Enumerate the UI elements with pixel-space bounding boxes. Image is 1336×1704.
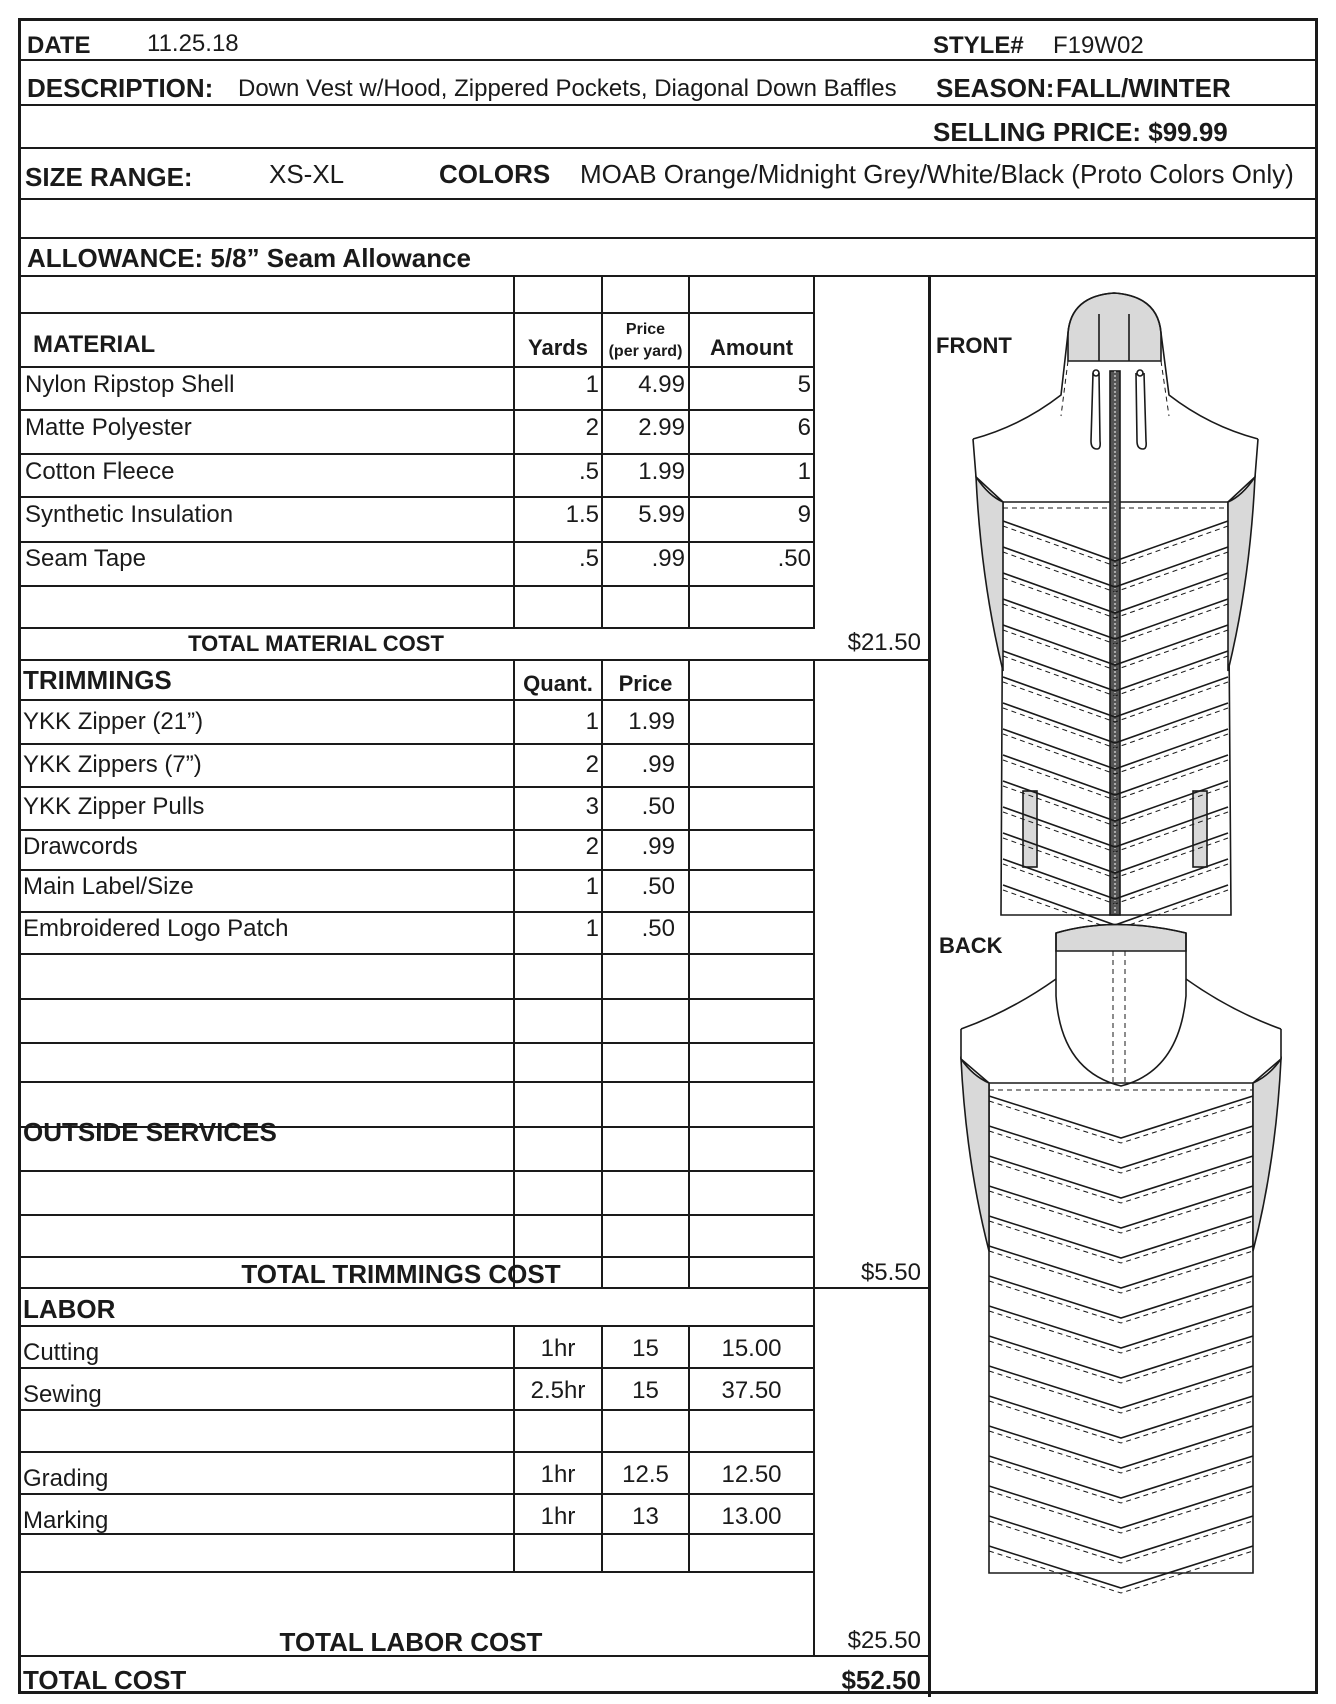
back-baffle-seam xyxy=(989,1156,1253,1198)
selling-price: SELLING PRICE: $99.99 xyxy=(933,117,1228,147)
size-range-value: XS-XL xyxy=(269,159,345,189)
material-yards: .5 xyxy=(578,458,599,485)
back-vest-sketch xyxy=(21,21,1321,1697)
trimming-name: Embroidered Logo Patch xyxy=(23,915,289,942)
trimming-price: .50 xyxy=(641,793,675,820)
total-cost-value: $52.50 xyxy=(841,1665,921,1695)
back-baffle-seam xyxy=(989,1096,1253,1138)
outside-services-heading: OUTSIDE SERVICES xyxy=(23,1117,277,1147)
material-amount: 5 xyxy=(797,371,811,398)
style-label: STYLE# xyxy=(933,32,1024,59)
date-label: DATE xyxy=(27,32,91,59)
trimming-price: .50 xyxy=(641,915,675,942)
trimming-price: 1.99 xyxy=(628,708,675,735)
amount-col-header: Amount xyxy=(709,335,794,360)
back-baffle-seam xyxy=(989,1216,1253,1258)
labor-name: Marking xyxy=(23,1507,109,1534)
back-baffle-seam xyxy=(989,1306,1253,1348)
labor-time: 1hr xyxy=(540,1503,576,1530)
back-baffle-seam xyxy=(989,1126,1253,1168)
back-baffle-seam-stitch xyxy=(989,1101,1253,1143)
material-price: 5.99 xyxy=(638,501,685,528)
material-name: Matte Polyester xyxy=(25,414,192,441)
trimming-price: .99 xyxy=(641,833,675,860)
allowance-note: ALLOWANCE: 5/8” Seam Allowance xyxy=(27,243,472,273)
trimming-quant: 1 xyxy=(585,915,599,942)
back-baffle-seam xyxy=(989,1426,1253,1468)
material-price: .99 xyxy=(651,545,685,572)
back-baffle-seam xyxy=(989,1516,1253,1558)
labor-time: 2.5hr xyxy=(530,1377,586,1404)
colors-value: MOAB Orange/Midnight Grey/White/Black (Proto Colors Only) xyxy=(580,159,1294,189)
trimmings-heading: TRIMMINGS xyxy=(23,665,172,695)
total-labor-value: $25.50 xyxy=(847,1627,921,1654)
back-baffle-seam xyxy=(989,1186,1253,1228)
total-cost-label: TOTAL COST xyxy=(23,1665,187,1695)
season-value: FALL/WINTER xyxy=(1056,73,1231,103)
trimming-name: YKK Zippers (7”) xyxy=(23,751,202,778)
material-price: 4.99 xyxy=(638,371,685,398)
total-material-value: $21.50 xyxy=(847,629,921,656)
trimming-quant: 3 xyxy=(585,793,599,820)
trimming-name: YKK Zipper (21”) xyxy=(23,708,204,735)
quant-col-header: Quant. xyxy=(523,671,593,696)
labor-rate: 13 xyxy=(632,1503,659,1530)
total-trimmings-label: TOTAL TRIMMINGS COST xyxy=(241,1259,561,1289)
labor-amount: 15.00 xyxy=(721,1335,782,1362)
trimming-price: .99 xyxy=(641,751,675,778)
yards-col-header: Yards xyxy=(528,335,588,360)
costing-sheet xyxy=(18,18,1318,1694)
description-label: DESCRIPTION: xyxy=(27,73,214,103)
labor-heading: LABOR xyxy=(23,1294,116,1324)
front-label: FRONT xyxy=(936,333,1012,358)
labor-time: 1hr xyxy=(540,1461,576,1488)
labor-amount: 12.50 xyxy=(721,1461,782,1488)
material-price: 1.99 xyxy=(638,458,685,485)
material-yards: 2 xyxy=(585,414,599,441)
back-baffle-seam xyxy=(989,1396,1253,1438)
material-price: 2.99 xyxy=(638,414,685,441)
back-baffle-seam xyxy=(989,1546,1253,1588)
labor-amount: 37.50 xyxy=(721,1377,782,1404)
trimming-quant: 1 xyxy=(585,873,599,900)
trimming-quant: 2 xyxy=(585,833,599,860)
material-amount: 6 xyxy=(797,414,811,441)
labor-rate: 12.5 xyxy=(622,1461,669,1488)
back-baffle-seam xyxy=(989,1276,1253,1318)
material-yards: 1.5 xyxy=(565,501,599,528)
trimming-price: .50 xyxy=(641,873,675,900)
labor-name: Sewing xyxy=(23,1381,102,1408)
trimming-name: Drawcords xyxy=(23,833,138,860)
back-baffle-seam xyxy=(989,1486,1253,1528)
total-material-label: TOTAL MATERIAL COST xyxy=(188,631,444,656)
material-amount: 1 xyxy=(797,458,811,485)
labor-name: Cutting xyxy=(23,1339,100,1366)
back-baffle-seam xyxy=(989,1336,1253,1378)
season-label: SEASON: xyxy=(936,73,1055,103)
colors-label: COLORS xyxy=(439,159,551,189)
total-trimmings-value: $5.50 xyxy=(860,1259,921,1286)
labor-rate: 15 xyxy=(632,1335,659,1362)
material-heading: MATERIAL xyxy=(33,331,156,358)
material-amount: .50 xyxy=(777,545,811,572)
material-name: Synthetic Insulation xyxy=(25,501,234,528)
total-labor-label: TOTAL LABOR COST xyxy=(279,1627,543,1657)
labor-name: Grading xyxy=(23,1465,109,1492)
back-baffle-seam xyxy=(989,1456,1253,1498)
date-value: 11.25.18 xyxy=(147,30,239,57)
material-name: Cotton Fleece xyxy=(25,458,175,485)
trimming-name: Main Label/Size xyxy=(23,873,194,900)
price-col-header-2: (per yard) xyxy=(608,343,683,360)
trim-price-col-header: Price xyxy=(618,671,673,696)
material-yards: .5 xyxy=(578,545,599,572)
labor-rate: 15 xyxy=(632,1377,659,1404)
trimming-quant: 1 xyxy=(585,708,599,735)
material-yards: 1 xyxy=(585,371,599,398)
back-baffle-seam xyxy=(989,1246,1253,1288)
trimming-name: YKK Zipper Pulls xyxy=(23,793,205,820)
trimming-quant: 2 xyxy=(585,751,599,778)
material-name: Nylon Ripstop Shell xyxy=(25,371,235,398)
labor-amount: 13.00 xyxy=(721,1503,782,1530)
style-value: F19W02 xyxy=(1053,32,1144,59)
price-col-header-1: Price xyxy=(625,321,666,338)
description-value: Down Vest w/Hood, Zippered Pockets, Diagonal Down Baffles xyxy=(238,75,897,102)
back-label: BACK xyxy=(939,933,1003,958)
labor-time: 1hr xyxy=(540,1335,576,1362)
material-amount: 9 xyxy=(797,501,811,528)
material-name: Seam Tape xyxy=(25,545,146,572)
back-baffle-seam xyxy=(989,1366,1253,1408)
size-range-label: SIZE RANGE: xyxy=(25,162,193,192)
